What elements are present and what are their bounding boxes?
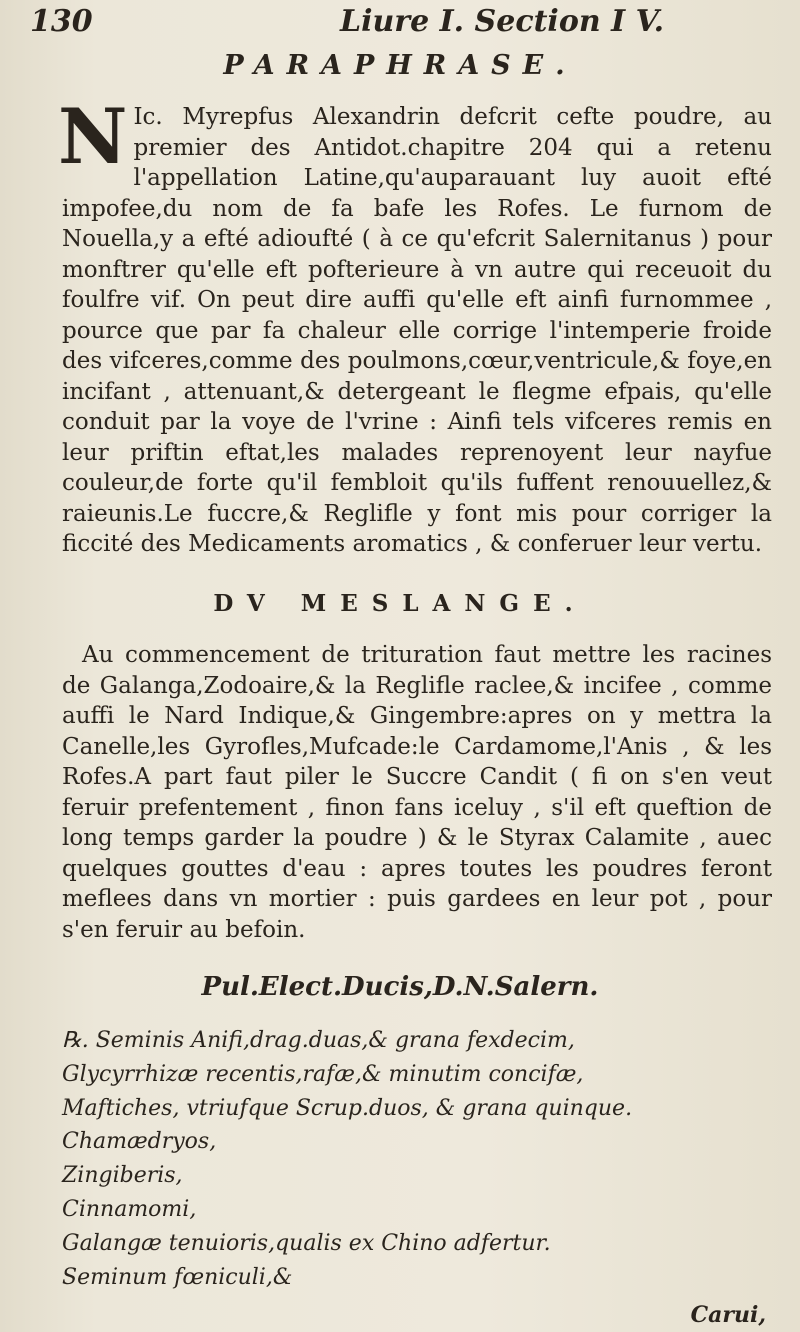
page-number: 130 xyxy=(30,4,93,39)
running-head: Liure I. Section I V. xyxy=(340,4,665,39)
recipe-line: Cinnamomi, xyxy=(62,1196,197,1222)
drop-cap: N xyxy=(58,92,128,181)
recipe-line: Galangæ tenuioris,qualis ex Chino adfertur. xyxy=(62,1230,551,1256)
page-header xyxy=(30,4,770,48)
catchword: Carui, xyxy=(690,1302,766,1328)
meslange-paragraph: Au commencement de trituration faut mettre les racines de Galanga,Zodoaire,& la Reglifle raclee,& incifee , comme auffi le Nard Indique,& Gingembre:apres on y mettra la Canelle,les Gyrofles,Mufcade:le Cardamome,l'Anis , & les Rofes.A part faut piler le Succre Candit ( fi on s'en veut feruir prefentement , finon fans iceluy , s'il eft queftion de long temps garder la poudre ) & le Styrax Calamite , auec quelques gouttes d'eau : apres toutes les poudres feront meflees dans vn mortier : puis gardees en leur pot , pour s'en feruir au befoin. xyxy=(62,642,772,943)
section-title: PARAPHRASE. xyxy=(223,50,577,81)
recipe-line: Maftiches, vtriufque Scrup.duos, & grana quinque. xyxy=(62,1095,633,1121)
paraphrase-text: Ic. Myrepfus Alexandrin defcrit cefte poudre, au premier des Antidot.chapitre 204 qui a retenu l'appellation Latine,qu'auparauant luy auoit efté impofee,du nom de fa bafe les Rofes. Le furnom de Nouella,y a efté adioufté ( à ce qu'efcrit Salernitanus ) pour monftrer qu'elle eft pofterieure à vn autre qui receuoit du foulfre vif. On peut dire auffi qu'elle eft ainfi furnommee , pource que par fa chaleur elle corrige l'intemperie froide des vifceres,comme des poulmons,cœur,ventricule,& foye,en incifant , attenuant,& detergeant le flegme efpais, qu'elle conduit par la voye de l'vrine : Ainfi tels vifceres remis en leur priftin eftat,les malades reprenoyent leur nayfue couleur,de forte qu'il fembloit qu'ils fuffent renouuellez,& raieunis.Le fuccre,& Reglifle y font mis pour corriger la ficcité des Medicaments aromatics , & conferuer leur vertu. xyxy=(62,104,772,557)
recipe-line: Glycyrrhizæ recentis,rafæ,& minutim concifæ, xyxy=(62,1061,584,1087)
recipe-line: Zingiberis, xyxy=(62,1163,183,1189)
recipe-line: Chamædryos, xyxy=(62,1129,217,1155)
recipe-line: ℞. Seminis Anifi,drag.duas,& grana fexdecim, xyxy=(62,1028,575,1053)
meslange-heading: DV MESLANGE. xyxy=(213,590,587,617)
recipe-line: Seminum fœniculi,& xyxy=(62,1264,293,1290)
recipe-list xyxy=(62,1024,772,1294)
paraphrase-paragraph xyxy=(58,92,772,560)
recipe-title: Pul.Elect.Ducis,D.N.Salern. xyxy=(201,972,599,1002)
